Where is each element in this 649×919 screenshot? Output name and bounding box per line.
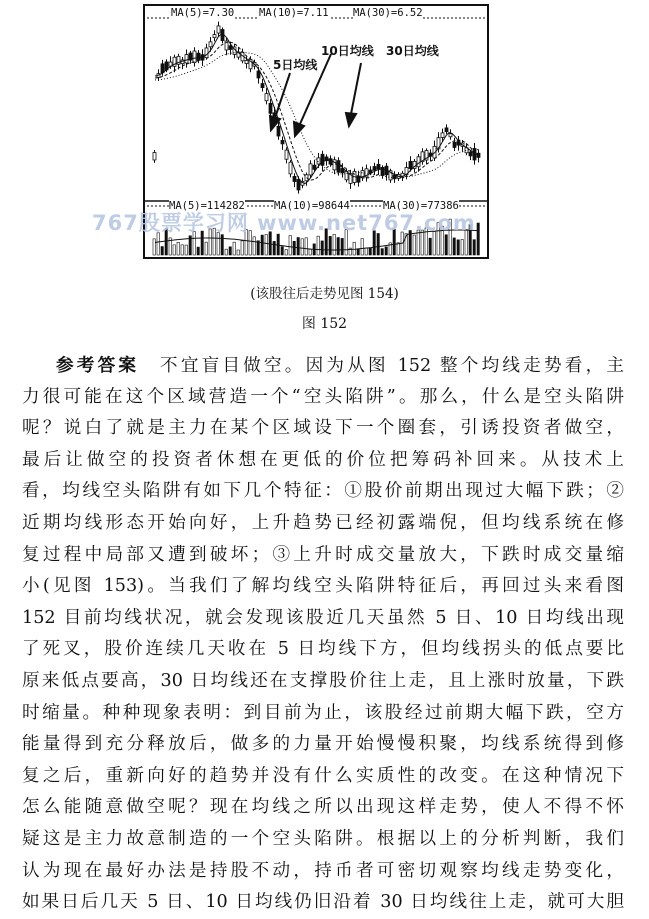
candle-body [441, 133, 444, 138]
volume-bar [381, 249, 383, 255]
volume-bar [413, 235, 415, 255]
answer-heading: 参考答案 [56, 355, 140, 376]
candle-body [285, 150, 288, 159]
volume-bar [305, 238, 307, 255]
candle-body [265, 94, 268, 101]
figure-label: 图 152 [301, 316, 348, 332]
candle-body [257, 71, 260, 78]
volume-bar [273, 241, 275, 255]
ma5-price-legend: MA(5)=7.30 [171, 7, 235, 19]
volume-bar [341, 238, 343, 255]
candle-body [205, 48, 208, 58]
volume-bar [225, 249, 227, 255]
candle-body [469, 152, 472, 156]
candle-body [245, 60, 248, 63]
watermark: 767股票学习网 www.net767.com [92, 211, 476, 235]
volume-bar [205, 242, 207, 255]
ma5-volume-legend: MA(5)=114282 [169, 200, 245, 212]
candle-body [453, 142, 456, 147]
ma30-arrowhead [346, 113, 356, 126]
volume-bar [333, 234, 335, 255]
answer-text [22, 350, 624, 919]
text-line: 看，均线空头陷阱有如下几个特征：①股价前期出现过大幅下跌；② [22, 481, 624, 502]
volume-bar [241, 241, 243, 255]
candle-body [337, 161, 340, 173]
candle-body [153, 153, 156, 160]
candle-body [281, 140, 284, 143]
volume-bar [289, 236, 291, 255]
ma10-label: 10日均线 [321, 44, 374, 58]
volume-bar [473, 240, 475, 255]
candle-body [377, 164, 380, 169]
volume-bar [281, 247, 283, 255]
volume-bar [285, 250, 287, 255]
candle-body [293, 176, 296, 181]
volume-bar [301, 239, 303, 255]
ma30-volume-legend: MA(30)=77386 [383, 200, 459, 212]
candle-body [309, 164, 312, 175]
text-line: 复过程中局部又遭到破坏；③上升时成交量放大，下跌时成交量缩 [22, 544, 624, 565]
candle-body [209, 42, 212, 47]
volume-bar [477, 223, 479, 255]
text-line: 近期均线形态开始向好，上升趋势已经初露端倪，但均线系统在修 [22, 512, 624, 533]
text-line: 如果日后几天 5 日、10 日均线仍旧沿着 30 日均线往上走，就可大胆 [22, 892, 624, 913]
volume-bar [153, 239, 155, 255]
volume-bar [229, 247, 231, 255]
volume-bar [361, 239, 363, 255]
candle-body [373, 167, 376, 171]
candle-body [317, 158, 320, 164]
candle-body [289, 162, 292, 174]
ma10-arrowhead [294, 122, 304, 136]
volume-bar [197, 247, 199, 255]
volume-bar [385, 247, 387, 255]
volume-bar [237, 250, 239, 255]
candle-body [261, 84, 264, 88]
text-line: 能量得到充分释放后，做多的力量开始慢慢积聚，均线系统得到修 [22, 734, 624, 755]
ma10-volume-legend: MA(10)=98644 [274, 200, 350, 212]
text-line: 复之后，重新向好的趋势并没有什么实质性的改变。在这种情况下 [22, 765, 624, 786]
volume-bar [257, 241, 259, 255]
volume-bar [445, 235, 447, 255]
text-line-content: 不宜盲目做空。因为从图 152 整个均线走势看，主 [160, 356, 624, 376]
volume-bar [429, 238, 431, 255]
text-line [22, 350, 624, 382]
text-line: 疑这是主力故意制造的一个空头陷阱。根据以上的分析判断，我们 [22, 828, 624, 849]
candle-body [269, 103, 272, 113]
volume-bar [253, 237, 255, 255]
candle-body [185, 55, 188, 63]
volume-bar [265, 235, 267, 255]
volume-bar [453, 238, 455, 255]
ma30-price-legend: MA(30)=6.52 [353, 7, 423, 19]
candle-body [313, 165, 316, 169]
ma5-label: 5日均线 [273, 58, 318, 72]
volume-bar [369, 248, 371, 255]
candle-body [445, 128, 448, 132]
volume-bar [317, 236, 319, 255]
candle-body [217, 26, 220, 33]
volume-bar [309, 249, 311, 255]
ma30-label: 30日均线 [386, 44, 439, 58]
ma10-price-legend: MA(10)=7.11 [259, 7, 329, 19]
volume-bar [297, 237, 299, 255]
text-line: 了死叉，股价连续几天收在 5 日均线下方，但均线拐头的低点要比 [22, 639, 624, 660]
volume-bar [457, 240, 459, 255]
text-line: 最后让做空的投资者休想在更低的价位把筹码补回来。从技术上 [22, 449, 624, 470]
candle-body [417, 157, 420, 167]
candle-body [329, 159, 332, 164]
volume-bar [293, 241, 295, 255]
ma30-arrow [351, 63, 361, 114]
volume-bar [461, 239, 463, 255]
candle-body [381, 167, 384, 175]
volume-bar [397, 243, 399, 255]
text-line: 152 目前均线状况，就会发现该股近几天虽然 5 日、10 日均线出现 [22, 607, 624, 628]
text-line: 力很可能在这个区域营造一个“空头陷阱”。那么，什么是空头陷阱 [22, 386, 624, 407]
volume-bar [353, 242, 355, 255]
text-line: 呢？说白了就是主力在某个区域设下一个圈套，引诱投资者做空， [22, 418, 624, 439]
text-line: 时缩量。种种现象表明：到目前为止，该股经过前期大幅下跌，空方 [22, 702, 624, 723]
volume-bar [365, 248, 367, 255]
volume-bar [261, 235, 263, 255]
candle-body [409, 161, 412, 168]
volume-bar [233, 242, 235, 255]
candle-body [197, 53, 200, 60]
volume-bar [161, 247, 163, 255]
volume-bar [337, 238, 339, 255]
volume-bar [357, 249, 359, 255]
volume-bar [221, 235, 223, 255]
volume-bar [321, 241, 323, 255]
candle-body [161, 64, 164, 73]
chart-caption-note: (该股往后走势见图 154) [250, 286, 399, 302]
text-line: 怎么能随意做空呢？现在均线之所以出现这样走势，使人不得不怀 [22, 797, 624, 818]
volume-bar [173, 245, 175, 255]
candle-body [193, 51, 196, 63]
volume-bar [185, 245, 187, 255]
text-line: 小(见图 153)。当我们了解均线空头陷阱特征后，再回过头来看图 [22, 576, 624, 597]
ma5-arrow [275, 73, 290, 118]
volume-bar [177, 242, 179, 255]
volume-bar [181, 245, 183, 255]
text-line: 原来低点要高，30 日均线还在支撑股价往上走，且上涨时放量，下跌 [22, 670, 624, 691]
text-line: 认为现在最好办法是持股不动，持币者可密切观察均线走势变化， [22, 860, 624, 881]
candle-body [449, 134, 452, 137]
candle-body [277, 126, 280, 136]
candle-body [297, 179, 300, 189]
volume-bar [329, 236, 331, 255]
candle-body [213, 35, 216, 38]
